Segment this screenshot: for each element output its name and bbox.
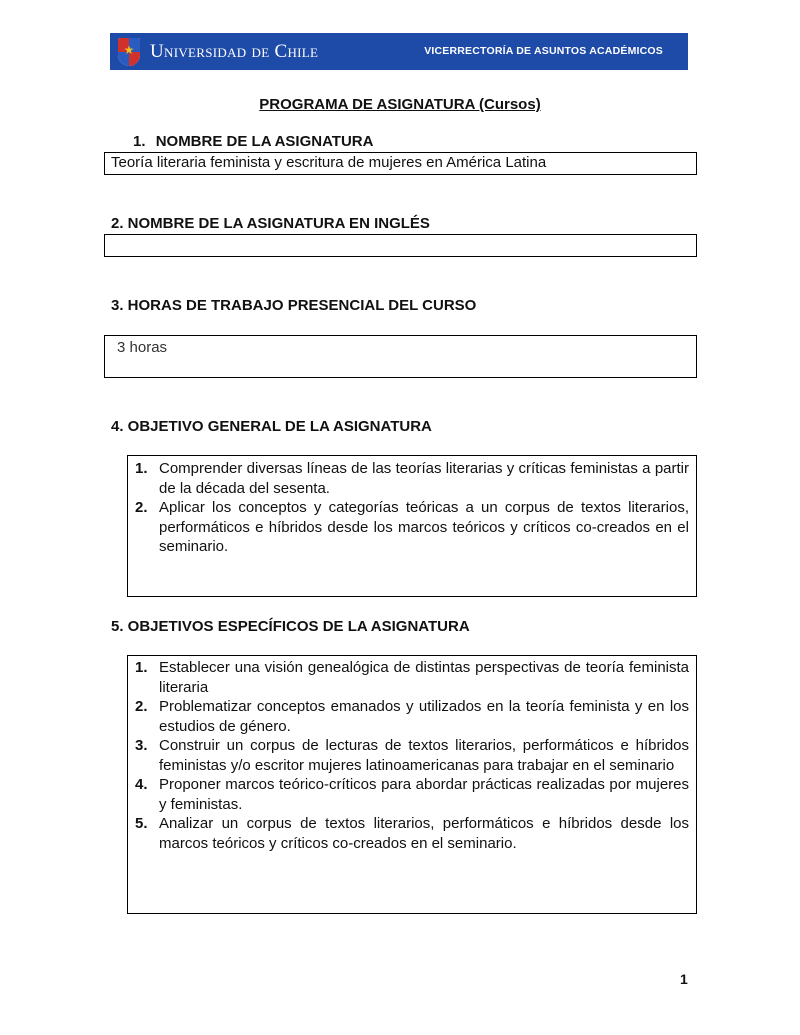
vicerrectoria-label: VICERRECTORÍA DE ASUNTOS ACADÉMICOS xyxy=(424,45,663,57)
list-item: 4. Proponer marcos teórico-críticos para abordar prácticas realizadas por mujeres y feministas. xyxy=(135,776,689,813)
hours-box xyxy=(104,335,697,378)
general-objective-box xyxy=(127,455,697,597)
section-3-heading: 3. HORAS DE TRABAJO PRESENCIAL DEL CURSO xyxy=(111,297,477,314)
specific-objectives-box xyxy=(127,655,697,914)
list-item: 3. Construir un corpus de lecturas de textos literarios, performáticos e híbridos feministas y/o escritor mujeres latinoamericanas para trabajar en el seminario xyxy=(135,737,689,774)
university-name: Universidad de Chile xyxy=(150,40,319,62)
course-name-box xyxy=(104,152,697,175)
section-2-heading: 2. NOMBRE DE LA ASIGNATURA EN INGLÉS xyxy=(111,215,430,232)
hours-value: 3 horas xyxy=(117,339,168,356)
page-number: 1 xyxy=(680,971,688,987)
list-item: 1. Comprender diversas líneas de las teorías literarias y críticas feministas a partir de la década del sesenta. xyxy=(135,460,689,497)
list-item: 2. Aplicar los conceptos y categorías teóricas a un corpus de textos literarios, performáticos e híbridos desde los marcos teóricos y críticos co-creados en el seminario. xyxy=(135,499,689,555)
section-1-number: 1. xyxy=(133,133,146,150)
specific-objectives-list xyxy=(128,656,696,853)
document-title: PROGRAMA DE ASIGNATURA (Cursos) xyxy=(259,96,541,113)
english-name-box xyxy=(104,234,697,257)
course-name-value: Teoría literaria feminista y escritura de mujeres en América Latina xyxy=(111,154,547,171)
section-5-heading: 5. OBJETIVOS ESPECÍFICOS DE LA ASIGNATURA xyxy=(111,618,470,635)
section-4-heading: 4. OBJETIVO GENERAL DE LA ASIGNATURA xyxy=(111,418,432,435)
list-item: 5. Analizar un corpus de textos literarios, performáticos e híbridos desde los marcos teóricos y críticos co-creados en el seminario. xyxy=(135,815,689,852)
section-1-heading xyxy=(133,133,373,150)
section-1-heading-text: NOMBRE DE LA ASIGNATURA xyxy=(155,133,374,150)
header-banner xyxy=(110,33,688,70)
english-name-value xyxy=(105,235,696,236)
list-item: 1. Establecer una visión genealógica de distintas perspectivas de teoría feminista literaria xyxy=(135,659,689,696)
list-item: 2. Problematizar conceptos emanados y utilizados en la teoría feminista y en los estudios de género. xyxy=(135,698,689,735)
general-objective-list xyxy=(128,456,696,557)
university-crest-icon: ★ xyxy=(118,38,140,66)
